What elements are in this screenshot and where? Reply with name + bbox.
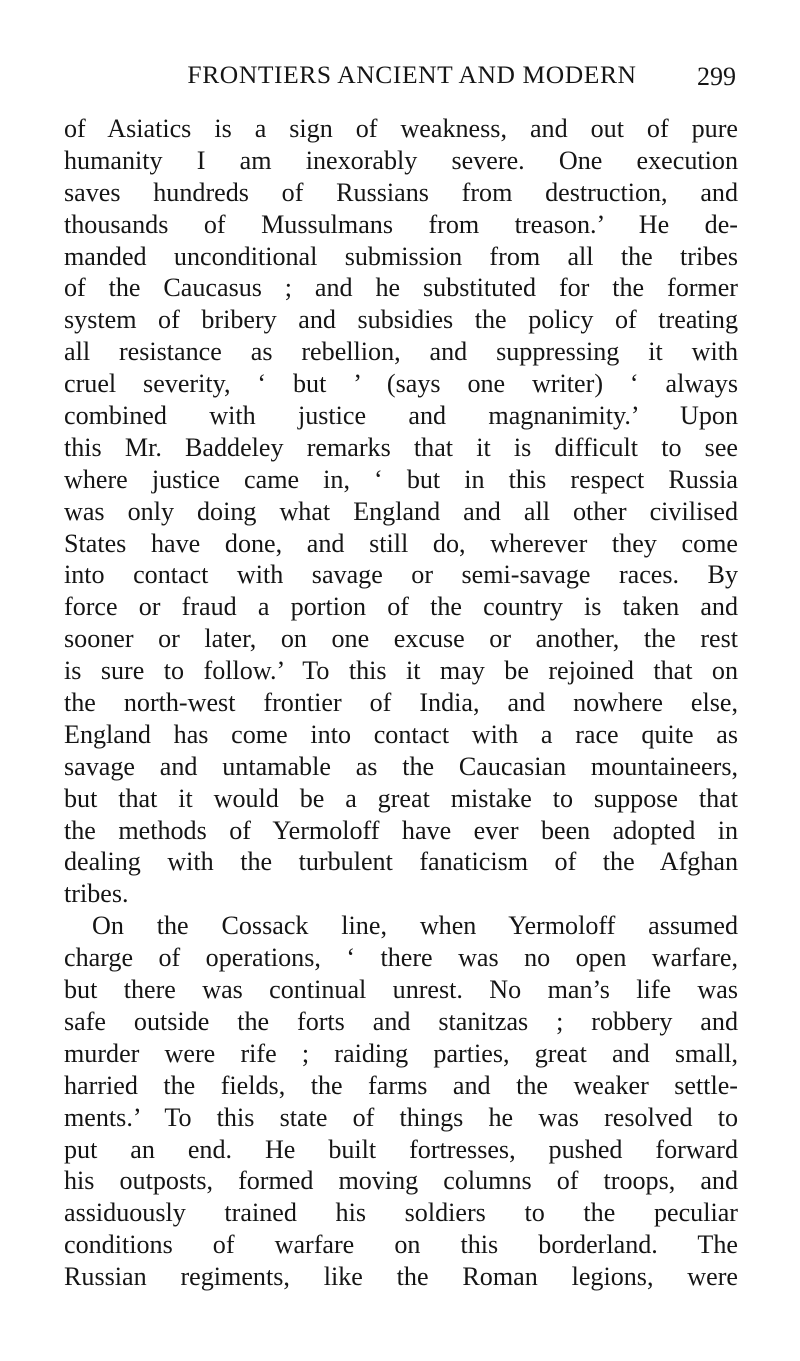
text-line: manded unconditional submission from all the tribes xyxy=(64,241,738,271)
text-line: conditions of warfare on this borderland. The xyxy=(64,1230,738,1260)
text-line: safe outside the forts and stanitzas ; robbery and xyxy=(64,1006,738,1036)
text-line: humanity I am inexorably severe. One execution xyxy=(64,145,738,175)
text-line: all resistance as rebellion, and suppressing it with xyxy=(64,337,738,367)
text-line: force or fraud a portion of the country is taken and xyxy=(64,592,738,622)
text-line: the methods of Yermoloff have ever been adopted in xyxy=(64,815,738,845)
text-line: saves hundreds of Russians from destruction, and xyxy=(64,177,738,207)
text-line: combined with justice and magnanimity.’ Upon xyxy=(64,401,738,431)
paragraph-start-line: On the Cossack line, when Yermoloff assumed xyxy=(92,911,738,941)
page-number: 299 xyxy=(697,62,736,91)
text-line: cruel severity, ‘ but ’ (says one writer) ‘ always xyxy=(64,369,738,399)
text-line: is sure to follow.’ To this it may be rejoined that on xyxy=(64,656,738,686)
text-line: where justice came in, ‘ but in this respect Russia xyxy=(64,464,738,494)
text-line: this Mr. Baddeley remarks that it is difficult to see xyxy=(64,432,738,462)
text-line: thousands of Mussulmans from treason.’ He de- xyxy=(64,209,738,239)
text-line: but that it would be a great mistake to suppose that xyxy=(64,783,738,813)
text-line: his outposts, formed moving columns of troops, and xyxy=(64,1166,738,1196)
running-head xyxy=(64,58,738,94)
text-line: of the Caucasus ; and he substituted for the former xyxy=(64,273,738,303)
text-line: the north-west frontier of India, and nowhere else, xyxy=(64,688,738,718)
text-line: into contact with savage or semi-savage races. By xyxy=(64,560,738,590)
text-line: assiduously trained his soldiers to the peculiar xyxy=(64,1198,738,1228)
running-head-title: FRONTIERS ANCIENT AND MODERN xyxy=(187,60,637,89)
text-line: of Asiatics is a sign of weakness, and out of pure xyxy=(64,114,738,143)
text-line: England has come into contact with a race quite as xyxy=(64,719,738,749)
text-line: States have done, and still do, wherever they come xyxy=(64,528,738,558)
text-line: was only doing what England and all other civilised xyxy=(64,496,738,526)
text-line: murder were rife ; raiding parties, great and small, xyxy=(64,1038,738,1068)
text-line: system of bribery and subsidies the policy of treating xyxy=(64,305,738,335)
text-line: charge of operations, ‘ there was no open warfare, xyxy=(64,943,738,973)
text-line: savage and untamable as the Caucasian mountaineers, xyxy=(64,751,738,781)
text-line: but there was continual unrest. No man’s life was xyxy=(64,975,738,1005)
body-text xyxy=(64,113,738,1293)
text-line: Russian regiments, like the Roman legions, were xyxy=(64,1262,738,1292)
text-line: harried the fields, the farms and the weaker settle- xyxy=(64,1070,738,1100)
text-line: ments.’ To this state of things he was resolved to xyxy=(64,1102,738,1132)
text-line: sooner or later, on one excuse or another, the rest xyxy=(64,624,738,654)
text-line: dealing with the turbulent fanaticism of the Afghan xyxy=(64,847,738,877)
text-line: put an end. He built fortresses, pushed forward xyxy=(64,1134,738,1164)
paragraph-end-line: tribes. xyxy=(64,879,129,909)
